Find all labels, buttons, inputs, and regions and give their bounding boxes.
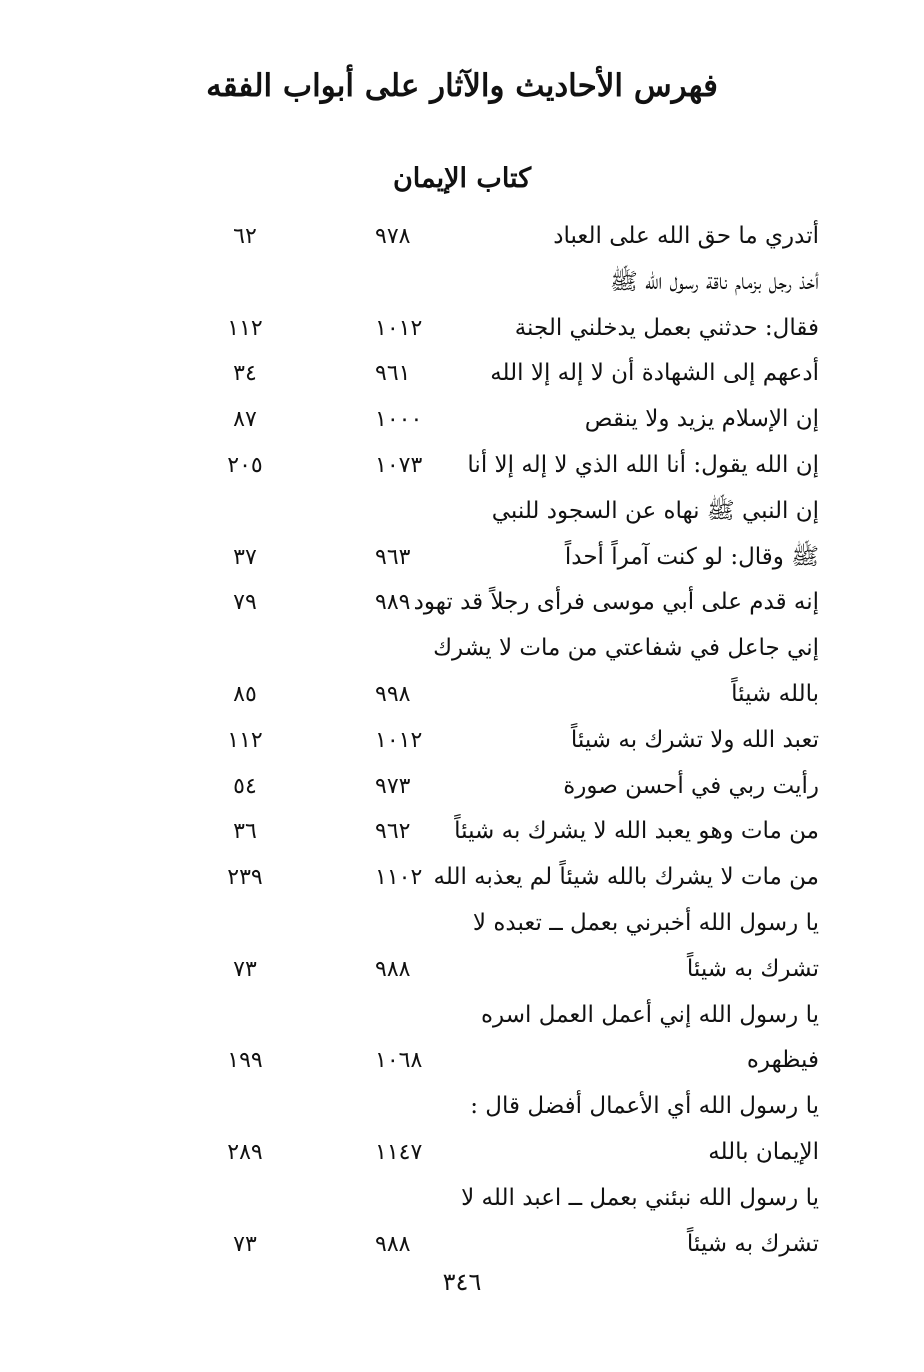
entry-hadith-number: ٩٦٢ [375,819,411,845]
entry-hadith-number: ١٠٠٠ [375,407,423,433]
entry-text: تعبد الله ولا تشرك به شيئاً [570,726,819,753]
list-item [0,993,924,1039]
list-item [0,626,924,672]
entry-text: الإيمان بالله [708,1138,819,1165]
list-item [0,764,924,810]
entry-hadith-number: ٩٨٩ [375,590,411,616]
list-item [0,1084,924,1130]
entry-hadith-number: ٩٨٨ [375,956,411,982]
entry-text: يا رسول الله أي الأعمال أفضل قال : [470,1093,819,1120]
list-item [0,535,924,581]
entry-page-number: ٨٧ [233,407,257,433]
entry-hadith-number: ٩٦٣ [375,544,411,570]
entry-hadith-number: ١١٤٧ [375,1139,423,1165]
entry-hadith-number: ٩٦١ [375,361,411,387]
entry-text: إن الإسلام يزيد ولا ينقص [584,406,819,433]
entry-text: إني جاعل في شفاعتي من مات لا يشرك [433,635,819,662]
entry-page-number: ٧٩ [233,590,257,616]
entry-text: أدعهم إلى الشهادة أن لا إله إلا الله [490,360,819,387]
entry-text: إن النبي ﷺ نهاه عن السجود للنبي [491,497,819,524]
entry-page-number: ٥٤ [233,773,257,799]
entry-hadith-number: ٩٧٣ [375,773,411,799]
entry-hadith-number: ١٠١٢ [375,727,423,753]
entry-hadith-number: ٩٧٨ [375,224,411,249]
list-item [0,672,924,718]
list-item [0,947,924,993]
entry-hadith-number: ١٠٧٣ [375,452,423,478]
list-item [0,1038,924,1084]
entry-text: أتدري ما حق الله على العباد [553,223,819,249]
entry-text: ﷺ وقال: لو كنت آمراً أحداً [564,543,819,570]
entry-page-number: ٢٣٩ [227,865,263,891]
entry-hadith-number: ٩٨٨ [375,1231,411,1257]
entry-text: إن الله يقول: أنا الله الذي لا إله إلا أنا [467,451,819,478]
entry-page-number: ١١٢ [227,727,263,753]
entry-text: من مات لا يشرك بالله شيئاً لم يعذبه الله [433,864,819,891]
entry-text: رأيت ربي في أحسن صورة [563,772,819,799]
entry-page-number: ٧٣ [233,956,257,982]
page-title: فهرس الأحاديث والآثار على أبواب الفقه [206,68,718,104]
list-item [0,351,924,397]
entry-page-number: ٢٨٩ [227,1139,263,1165]
entry-page-number: ٦٢ [233,224,257,249]
entry-hadith-number: ١٠٦٨ [375,1048,423,1074]
entry-hadith-number: ١٠١٢ [375,315,423,341]
list-item [0,1176,924,1222]
entry-page-number: ٣٦ [233,819,257,845]
entry-text: يا رسول الله إني أعمل العمل اسره [481,1001,819,1028]
entry-page-number: ١١٢ [227,315,263,341]
entry-text: من مات وهو يعبد الله لا يشرك به شيئاً [454,818,819,845]
hadith-index-list [0,214,924,1267]
entry-text: فقال: حدثني بعمل يدخلني الجنة [514,314,819,341]
entry-text: إنه قدم على أبي موسى فرأى رجلاً قد تهود [413,589,819,616]
list-item [0,1222,924,1268]
entry-text: تشرك به شيئاً [686,1230,819,1257]
list-item [0,580,924,626]
list-item [0,901,924,947]
list-item [0,306,924,352]
list-item [0,397,924,443]
entry-page-number: ٣٤ [233,361,257,387]
entry-text: يا رسول الله نبئني بعمل ــ اعبد الله لا [461,1184,819,1211]
entry-page-number: ٨٥ [233,681,257,707]
entry-page-number: ٧٣ [233,1231,257,1257]
list-item [0,443,924,489]
entry-page-number: ٣٧ [233,544,257,570]
list-item [0,260,924,306]
entry-text: أخذ رجل بزمام ناقة رسول الله ﷺ [609,268,819,295]
entry-hadith-number: ٩٩٨ [375,681,411,707]
list-item [0,489,924,535]
entry-text: فيظهره [746,1047,819,1074]
entry-page-number: ٢٠٥ [227,452,263,478]
list-item [0,855,924,901]
list-item [0,214,924,260]
list-item [0,1130,924,1176]
entry-text: تشرك به شيئاً [686,955,819,982]
page-number: ٣٤٦ [442,1268,482,1296]
list-item [0,718,924,764]
list-item [0,809,924,855]
entry-text: بالله شيئاً [731,680,819,707]
section-heading: كتاب الإيمان [392,163,532,194]
entry-page-number: ١٩٩ [227,1048,263,1074]
entry-hadith-number: ١١٠٢ [375,865,423,891]
entry-text: يا رسول الله أخبرني بعمل ــ تعبده لا [472,909,819,936]
